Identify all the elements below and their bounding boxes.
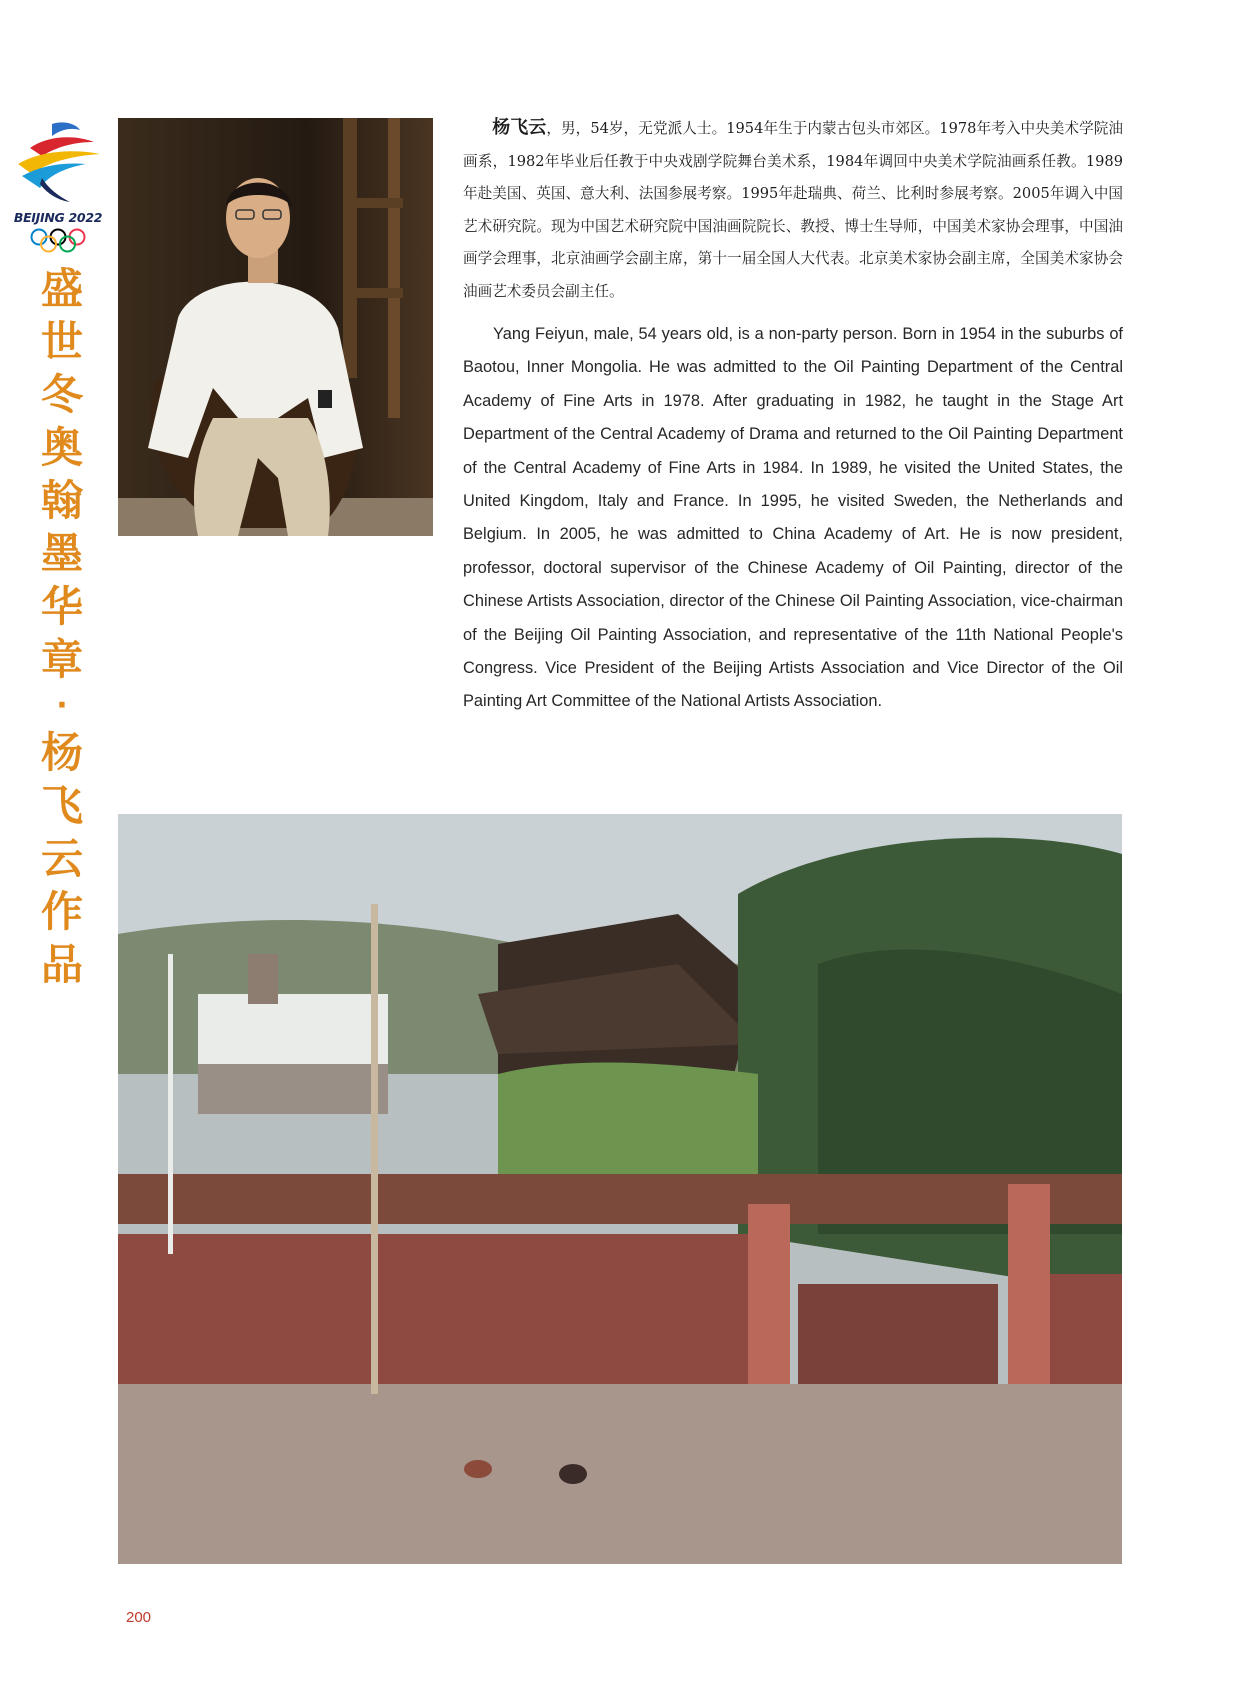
title-char: 华	[40, 582, 83, 631]
title-char: 盛	[40, 264, 83, 313]
painting-image	[118, 814, 1122, 1564]
page-number: 200	[126, 1609, 152, 1626]
emblem-text: BEIJING 2022	[13, 210, 103, 225]
artist-portrait	[118, 118, 433, 536]
title-char: 奥	[40, 423, 83, 472]
olympic-rings-icon	[30, 228, 86, 254]
vertical-title	[36, 262, 88, 991]
title-char: 冬	[40, 370, 83, 419]
bio-english: Yang Feiyun, male, 54 years old, is a non-party person. Born in 1954 in the suburbs of Baotou, Inner Mongolia. He was admitted to the Oil Painting Department of the Central Academy of Fine Arts in 1978. After graduating in 1982, he taught in the Stage Art Department of the Central Academy of Drama and returned to the Oil Painting Department of the Central Academy of Fine Arts in 1984. In 1989, he visited the United States, the United Kingdom, Italy and France. In 1995, he visited Sweden, the Netherlands and Belgium. In 2005, he was admitted to China Academy of Art. He is now president, professor, doctoral supervisor of the Chinese Academy of Oil Painting, director of the Chinese Artists Association, director of the Chinese Oil Painting Association, vice-chairman of the Beijing Oil Painting Association, and representative of the 11th National People's Congress. Vice President of the Beijing Artists Association and Vice Director of the Oil Painting Art Committee of the National Artists Association.	[463, 325, 1123, 711]
title-char: 飞	[40, 781, 83, 830]
beijing-2022-emblem-icon	[12, 118, 104, 208]
title-char: 品	[40, 940, 83, 989]
title-char: 世	[40, 317, 83, 366]
title-char: 翰	[40, 476, 83, 525]
title-char: 作	[40, 887, 83, 936]
bio-chinese-body: ，男，54岁，无党派人士。1954年生于内蒙古包头市郊区。1978年考入中央美术学院油画系，1982年毕业后任教于中央戏剧学院舞台美术系，1984年调回中央美术学院油画系任教。1989年赴美国、英国、意大利、法国参展考察。1995年赴瑞典、荷兰、比利时参展考察。2005年调入中国艺术研究院。现为中国艺术研究院中国油画院院长、教授、博士生导师，中国美术家协会理事，中国油画学会理事，北京油画学会副主席，第十一届全国人大代表。北京美术家协会副主席，全国美术家协会油画艺术委员会副主任。	[463, 120, 1123, 300]
title-char: 杨	[40, 728, 83, 777]
title-char: 云	[40, 834, 83, 883]
artist-name: 杨飞云	[492, 117, 547, 138]
beijing-2022-logo	[12, 118, 104, 258]
bio-chinese	[463, 112, 1123, 308]
title-char: 章	[40, 635, 83, 684]
title-char: 墨	[40, 529, 83, 578]
artist-portrait-photo	[118, 118, 433, 536]
biography	[463, 112, 1123, 719]
title-separator: ·	[56, 688, 68, 723]
oil-painting-village-landscape	[118, 814, 1122, 1564]
